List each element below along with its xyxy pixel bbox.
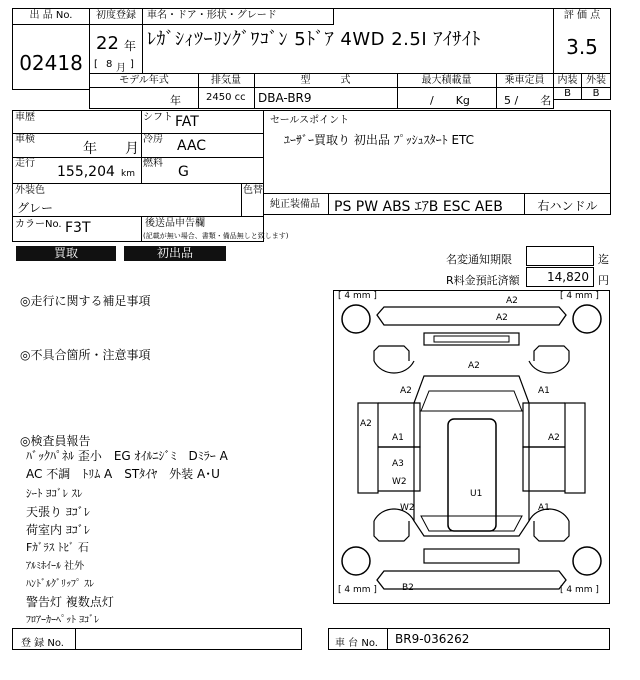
- interior-grade: B: [564, 88, 571, 99]
- damage-mark: A2: [548, 433, 560, 443]
- capacity-label: 乗車定員: [504, 75, 545, 86]
- aftermarket-label: 後送品申告欄: [145, 218, 205, 229]
- name-change-label: 名変通知期限: [446, 253, 512, 266]
- ext-color-value: グレー: [17, 201, 54, 215]
- equipment-items: PS PW ABS ｴｱB ESC AEB: [334, 199, 503, 215]
- damage-mark: B2: [402, 583, 414, 593]
- fuel-label: 燃料: [143, 158, 163, 169]
- first-reg-year: 22: [96, 33, 119, 54]
- color-no-value: F3T: [65, 220, 91, 236]
- reg-no-box: [12, 628, 302, 650]
- color-no-label: カラーNo.: [15, 219, 62, 230]
- lot-label: 出 品 No.: [13, 10, 89, 25]
- model-year-label: モデル年式: [119, 75, 169, 86]
- ac-value: AAC: [177, 138, 207, 154]
- score-label: 評 価 点: [563, 10, 601, 21]
- first-reg-box: 初度登録 22 年 [ 8 月 ]: [89, 8, 143, 74]
- report-line: ﾌﾛｱｰｶｰﾍﾟｯﾄ ﾖｺﾞﾚ: [26, 615, 100, 626]
- driving-notes-label: ◎走行に関する補足事項: [20, 294, 151, 308]
- damage-mark: A2: [360, 419, 372, 429]
- type-value: DBA-BR9: [258, 91, 312, 105]
- reg-no-label: 登 録 No.: [21, 638, 64, 649]
- tire-rl: 4: [344, 585, 351, 595]
- car-name-box: [142, 8, 554, 74]
- inspector-label: ◎検査員報告: [20, 434, 91, 448]
- inspector-report: [26, 447, 326, 629]
- max-load-label: 最大積載量: [421, 75, 472, 86]
- damage-mark: A1: [538, 503, 550, 513]
- report-line: ｼｰﾄ ﾖｺﾞﾚ ｽﾚ: [26, 487, 83, 500]
- name-change-unit: 迄: [598, 253, 609, 266]
- fuel-value: G: [178, 164, 189, 180]
- shift-label: シフト: [143, 112, 173, 123]
- month-unit: 月: [116, 63, 126, 74]
- score-box: [553, 8, 611, 100]
- year-unit: 年: [124, 39, 137, 53]
- sales-point-text: ﾕｰｻﾞｰ買取り 初出品 ﾌﾟｯｼｭｽﾀｰﾄ ETC: [284, 133, 475, 147]
- name-change-value-box: [526, 246, 594, 266]
- lot-box: [12, 8, 90, 90]
- report-line: ﾊﾝﾄﾞﾙｸﾞﾘｯﾌﾟ ｽﾚ: [26, 579, 95, 590]
- interior-label: 内装: [557, 75, 578, 86]
- mileage-value: 155,204: [57, 164, 115, 180]
- tire-unit-fr: mm: [574, 291, 593, 301]
- score-value: 3.5: [566, 35, 598, 59]
- lot-number: 02418: [19, 51, 83, 75]
- car-name-label: 車名・ドア・形状・グレード: [147, 10, 277, 21]
- mileage-unit: km: [121, 169, 135, 179]
- chassis-label: 車 台 No.: [335, 638, 378, 649]
- exterior-grade: B: [592, 88, 600, 99]
- damage-diagram: [ 4 mm ] [ 4 mm ] [ 4 mm ] [ 4 mm ] A2 A2 A2 A2 A1 A2 A1 A2 A3 W2 U1 W2 A1 B2: [333, 290, 610, 604]
- recycle-value-box: [526, 267, 594, 287]
- color-change-label: 色替: [243, 185, 263, 196]
- damage-mark: W2: [392, 477, 407, 487]
- damage-mark: A1: [392, 433, 404, 443]
- tire-fl: 4: [344, 291, 351, 301]
- shift-value: FAT: [175, 114, 199, 130]
- displacement-label: 排気量: [211, 75, 241, 86]
- report-line: 天張り ﾖｺﾞﾚ: [26, 505, 90, 519]
- capacity-value: 5 / 名: [504, 94, 552, 107]
- recycle-unit: 円: [598, 274, 609, 287]
- inspection-value: 年 月: [83, 141, 139, 157]
- first-reg-month: 8: [106, 59, 113, 70]
- damage-mark: A2: [496, 313, 508, 323]
- sales-point-label: セールスポイント: [270, 115, 350, 126]
- defects-label: ◎不具合箇所・注意事項: [20, 348, 151, 362]
- car-name: ﾚｶﾞｼｨﾂｰﾘﾝｸﾞﾜｺﾞﾝ 5ﾄﾞｱ 4WD 2.5I ｱｲｻｲﾄ: [147, 29, 481, 50]
- history-label: 車歴: [15, 112, 35, 123]
- damage-mark: U1: [470, 489, 483, 499]
- report-line: AC 不調 ﾄﾘﾑ A STﾀｲﾔ 外装 A･U: [26, 467, 220, 481]
- tire-unit-fl: mm: [352, 291, 371, 301]
- damage-mark: A1: [538, 386, 550, 396]
- tag-first-listing: 初出品: [124, 246, 226, 261]
- tire-unit-rr: mm: [574, 585, 593, 595]
- recycle-value: 14,820: [547, 270, 589, 284]
- damage-mark: A2: [506, 296, 518, 306]
- car-outline-svg: [334, 291, 609, 603]
- tire-fr: 4: [566, 291, 573, 301]
- damage-mark: A3: [392, 459, 404, 469]
- report-line: 荷室内 ﾖｺﾞﾚ: [26, 523, 90, 537]
- exterior-label: 外装: [586, 75, 606, 86]
- damage-mark: A2: [468, 361, 480, 371]
- steering: 右ハンドル: [537, 199, 598, 213]
- displacement-value: 2450 cc: [206, 92, 246, 103]
- chassis-box: [328, 628, 610, 650]
- report-line: Fｶﾞﾗｽ ﾄﾋﾞ 石: [26, 541, 89, 554]
- model-year-value: 年: [170, 94, 181, 107]
- chassis-value: BR9-036262: [395, 632, 470, 646]
- spec-row: [89, 73, 554, 109]
- aftermarket-note: (記載が無い場合、書類・備品無しと致します): [143, 232, 289, 240]
- damage-mark: W2: [400, 503, 415, 513]
- equipment-label: 純正装備品: [270, 199, 320, 210]
- report-line: ﾊﾞｯｸﾊﾟﾈﾙ 歪小 EG ｵｲﾙﾆｼﾞﾐ Dﾐﾗｰ A: [26, 449, 228, 463]
- recycle-label: R料金預託済額: [446, 274, 520, 287]
- ext-color-label: 外装色: [15, 185, 45, 196]
- type-label: 型 式: [300, 75, 351, 86]
- inspection-label: 車検: [15, 134, 35, 145]
- max-load-value: / Kg: [430, 94, 470, 107]
- tire-unit-rl: mm: [352, 585, 371, 595]
- mileage-label: 走行: [15, 158, 35, 169]
- ac-label: 冷房: [143, 134, 163, 145]
- equipment-box: [263, 193, 611, 215]
- report-line: 警告灯 複数点灯: [26, 595, 114, 609]
- details-box: [12, 110, 289, 242]
- first-reg-label: 初度登録: [90, 10, 142, 25]
- report-line: ｱﾙﾐﾎｲｰﾙ 社外: [26, 561, 85, 572]
- damage-mark: A2: [400, 386, 412, 396]
- tire-rr: 4: [566, 585, 573, 595]
- tag-buyback: 買取: [16, 246, 116, 261]
- sales-point-box: [263, 110, 611, 194]
